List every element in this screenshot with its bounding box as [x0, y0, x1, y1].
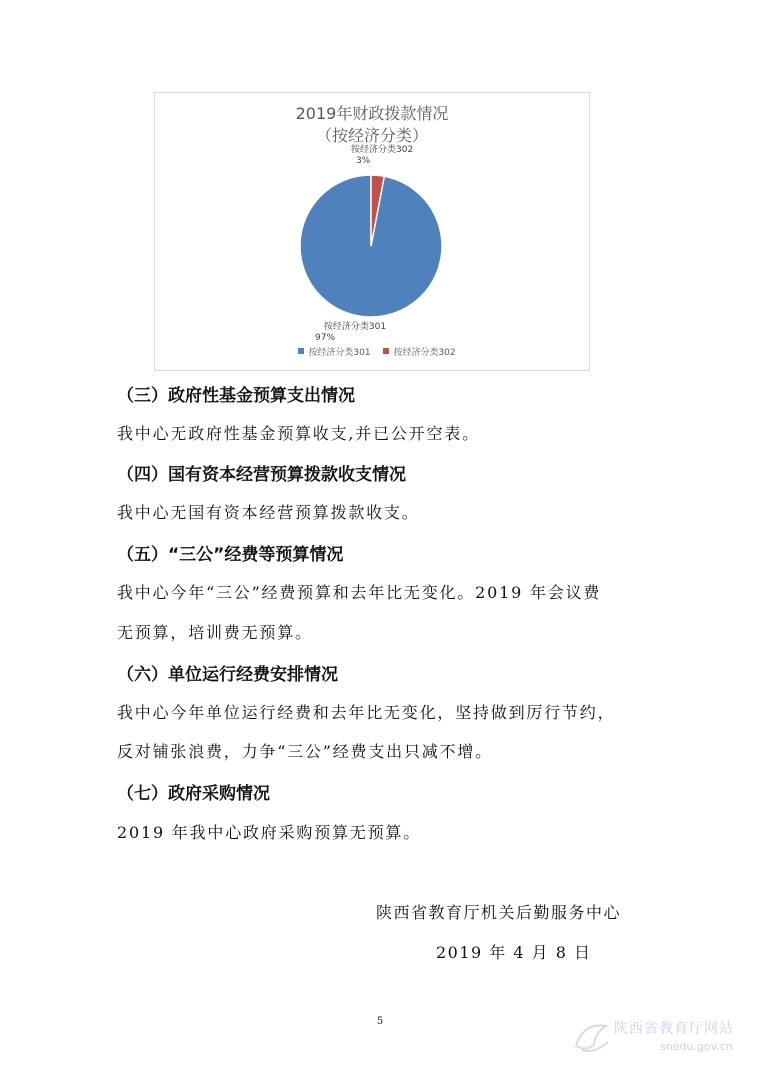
section-4-heading: （四）国有资本经营预算拨款收支情况: [117, 465, 406, 485]
section-5-text-line1: 我中心今年“三公”经费预算和去年比无变化。2019 年会议费: [117, 583, 602, 602]
slice-301-percent: 97%: [315, 333, 336, 343]
legend-label-301: 按经济分类301: [308, 348, 371, 358]
slice-301-name: 按经济分类301: [323, 322, 387, 332]
watermark-url: snedu.gov.cn: [660, 1040, 733, 1053]
legend-swatch-302: [383, 348, 389, 354]
site-watermark: [570, 1016, 755, 1066]
chart-title: 2019年财政拨款情况: [295, 104, 449, 123]
legend-swatch-301: [298, 348, 304, 354]
section-7-text: 2019 年我中心政府采购预算无预算。: [117, 823, 422, 842]
signature-date: 2019 年 4 月 8 日: [436, 943, 592, 962]
section-3-heading: （三）政府性基金预算支出情况: [117, 386, 355, 406]
legend-label-302: 按经济分类302: [393, 348, 456, 358]
section-6-text-line1: 我中心今年单位运行经费和去年比无变化，坚持做到厉行节约，: [117, 703, 616, 722]
section-7-heading: （七）政府采购情况: [117, 784, 270, 804]
chart-legend: [155, 345, 589, 358]
section-5-heading: （五）“三公”经费等预算情况: [117, 545, 344, 565]
watermark-logo-icon: [570, 1016, 614, 1058]
slice-label-302: [351, 145, 413, 167]
slice-302-name: 按经济分类302: [351, 145, 414, 155]
pie-chart: [154, 92, 590, 371]
section-6-text-line2: 反对铺张浪费，力争“三公”经费支出只减不增。: [117, 742, 493, 761]
page-number: 5: [376, 1016, 384, 1027]
section-4-text: 我中心无国有资本经营预算拨款收支。: [117, 503, 420, 522]
section-6-heading: （六）单位运行经费安排情况: [117, 665, 338, 685]
signature-org: 陕西省教育厅机关后勤服务中心: [376, 903, 622, 922]
watermark-text: 陕西省教育厅网站: [614, 1021, 734, 1037]
chart-subtitle: （按经济分类）: [315, 126, 428, 145]
slice-label-301: [315, 322, 395, 344]
section-3-text: 我中心无政府性基金预算收支,并已公开空表。: [117, 424, 480, 443]
section-5-text-line2: 无预算，培训费无预算。: [117, 623, 313, 642]
slice-302-percent: 3%: [355, 156, 371, 166]
